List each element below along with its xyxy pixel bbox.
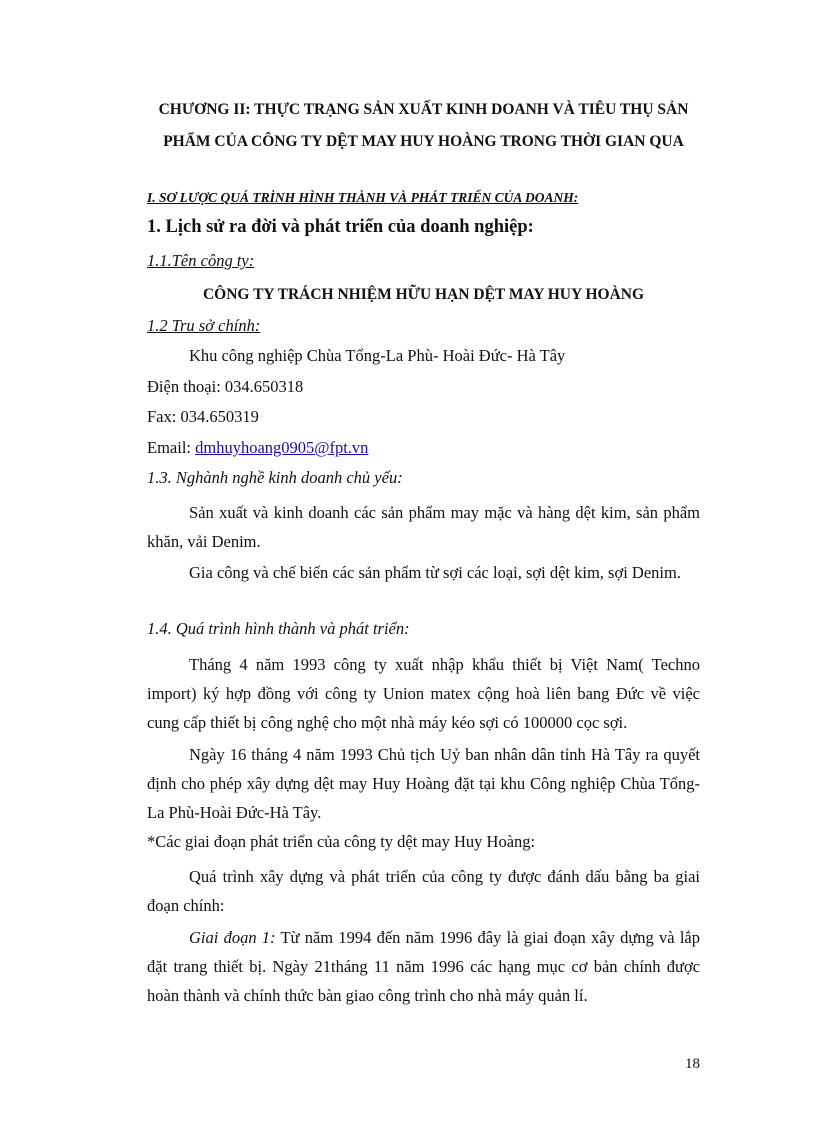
page-number: 18 [685,1056,700,1072]
chapter-title-line-2: PHẨM CỦA CÔNG TY DỆT MAY HUY HOÀNG TRONG THỜI GIAN QUA [163,133,684,150]
paragraph-history-1: Tháng 4 năm 1993 công ty xuất nhập khẩu thiết bị Việt Nam( Techno import) ký hợp đồng với công ty Union matex cộng hoà liên bang Đức về việc cung cấp thiết bị công nghệ cho một nhà máy kéo sợi có 100000 cọc sợi. [147,655,700,732]
subheading-history-process: 1.4. Quá trình hình thành và phát triển: [147,619,410,638]
company-name: CÔNG TY TRÁCH NHIỆM HỮU HẠN DỆT MAY HUY HOÀNG [202,286,645,303]
address: Khu công nghiệp Chùa Tổng-La Phù- Hoài Đức- Hà Tây [189,346,566,365]
stages-heading: *Các giai đoạn phát triển của công ty dệt may Huy Hoàng: [147,832,536,851]
phone: Điện thoại: 034.650318 [147,377,304,396]
chapter-title-line-1: CHƯƠNG II: THỰC TRẠNG SẢN XUẤT KINH DOANH VÀ TIÊU THỤ SẢN [158,101,689,118]
paragraph-stage-1 [147,923,700,1010]
stage-1-text: Từ năm 1994 đến năm 1996 đây là giai đoạn xây dựng và lắp đặt trang thiết bị. Ngày 21tháng 11 năm 1996 các hạng mục cơ bản chính được hoàn thành và chính thức bàn giao công trình cho nhà máy quản lí. [147,928,700,1005]
paragraph-history-2: Ngày 16 tháng 4 năm 1993 Chủ tịch Uỷ ban nhân dân tỉnh Hà Tây ra quyết định cho phép xây dựng dệt may Huy Hoàng đặt tại khu Công nghiệp Chùa Tổng-La Phù-Hoài Đức-Hà Tây. [147,745,700,822]
subheading-business-lines: 1.3. Nghành nghề kinh doanh chủ yếu: [147,468,403,487]
subheading-company-name: 1.1.Tên công ty: [147,251,255,270]
paragraph-business-1: Sản xuất và kinh doanh các sản phẩm may mặc và hàng dệt kim, sản phẩm khăn, vải Denim. [147,503,700,551]
section-title: I. SƠ LƯỢC QUÁ TRÌNH HÌNH THÀNH VÀ PHÁT TRIỂN CỦA DOANH: [147,190,579,205]
email-line [147,438,700,458]
chapter-title [147,94,700,158]
stage-1-label: Giai đoạn 1: [189,928,276,947]
page-content [147,94,700,1005]
subheading-headquarters: 1.2 Tru sở chính: [147,316,261,335]
heading-history: 1. Lịch sử ra đời và phát triển của doanh nghiệp: [147,217,534,237]
email-link[interactable]: dmhuyhoang0905@fpt.vn [195,438,369,457]
paragraph-stages: Quá trình xây dựng và phát triển của công ty được đánh dấu bằng ba giai đoạn chính: [147,867,700,915]
email-label: Email: [147,438,196,457]
paragraph-business-2: Gia công và chế biến các sản phẩm từ sợi các loại, sợi dệt kim, sợi Denim. [189,563,681,582]
fax: Fax: 034.650319 [147,407,259,426]
